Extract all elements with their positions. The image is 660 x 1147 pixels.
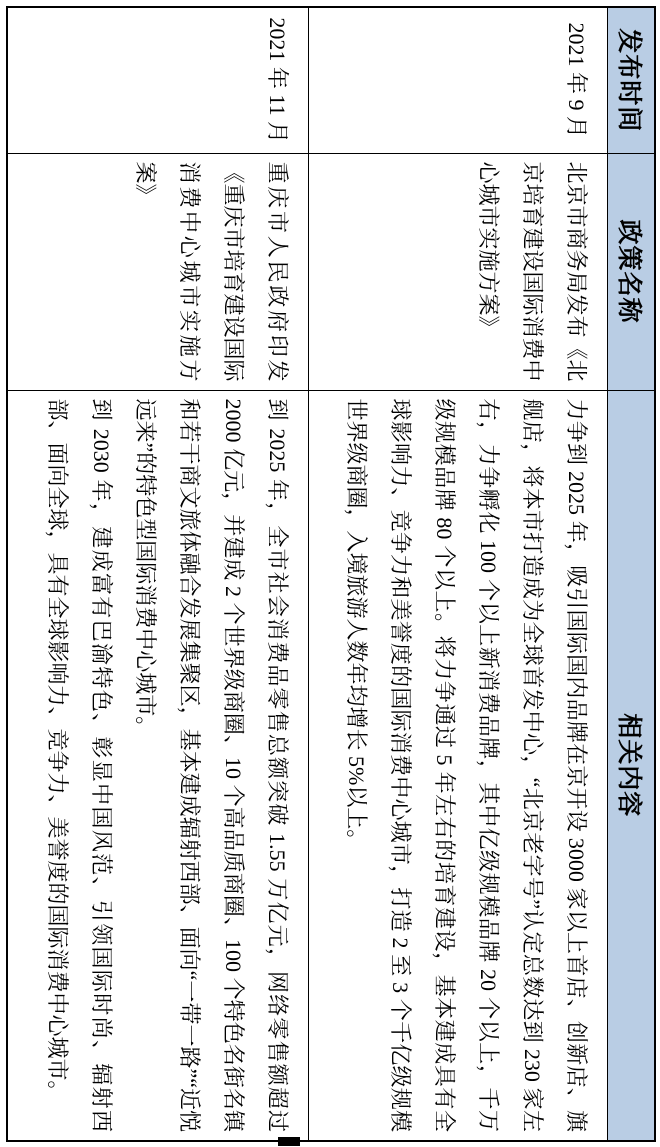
content-paragraph: 力争到 2025 年，吸引国际国内品牌在京开设 3000 家以上首店、创新店、旗舰店，将本市打造成为全球首发中心，“北京老字号”认定总数达到 230 家左右，力争孵化 100 个以上新消费品牌，其中亿级规模品牌 20 个以上，千万级规模品牌 80 个以上。将力争通过 5 年左右的培育建设，基本建成具有全球影响力、竞争力和美誉度的国际消费中心城市，打造 2 至 3 个千亿级规模世界级商圈，入境旅游人数年均增长 5%以上。 <box>344 398 590 1132</box>
content-paragraph: 到 2030 年，建成富有巴渝特色、彰显中国风范、引领国际时尚、辐射西部、面向全球，具有全球影响力、竞争力、美誉度的国际消费中心城市。 <box>45 398 115 1132</box>
policy-table <box>6 6 656 1142</box>
content-paragraph: 到 2025 年，全市社会消费品零售总额突破 1.55 万亿元，网络零售额超过 2000 亿元，并建成 2 个世界级商圈、10 个高品质商圈、100 个特色名街名镇和若干商文旅体融合发展集聚区，基本建成辐射西部、面向“一带一路”“近悦远来”的特色型国际消费中心城市。 <box>133 398 291 1132</box>
table-row-chongqing <box>7 7 309 1141</box>
policy-name-cell: 北京市商务局发布《北京培育建设国际消费中心城市实施方案》 <box>309 153 608 390</box>
related-content-cell <box>309 390 608 1141</box>
header-row <box>608 7 655 1141</box>
border-artifact <box>278 1137 300 1146</box>
column-header-related-content: 相关内容 <box>608 390 655 1141</box>
column-header-policy-name: 政策名称 <box>608 153 655 390</box>
column-header-publish-time: 发布时间 <box>608 7 655 153</box>
related-content-cell <box>7 390 309 1141</box>
table-row-beijing <box>309 7 608 1141</box>
policy-name-cell: 重庆市人民政府印发《重庆市培育建设国际消费中心城市实施方案》 <box>7 153 309 390</box>
publish-date-cell: 2021 年 9 月 <box>309 7 608 153</box>
publish-date-cell: 2021 年 11 月 <box>7 7 309 153</box>
